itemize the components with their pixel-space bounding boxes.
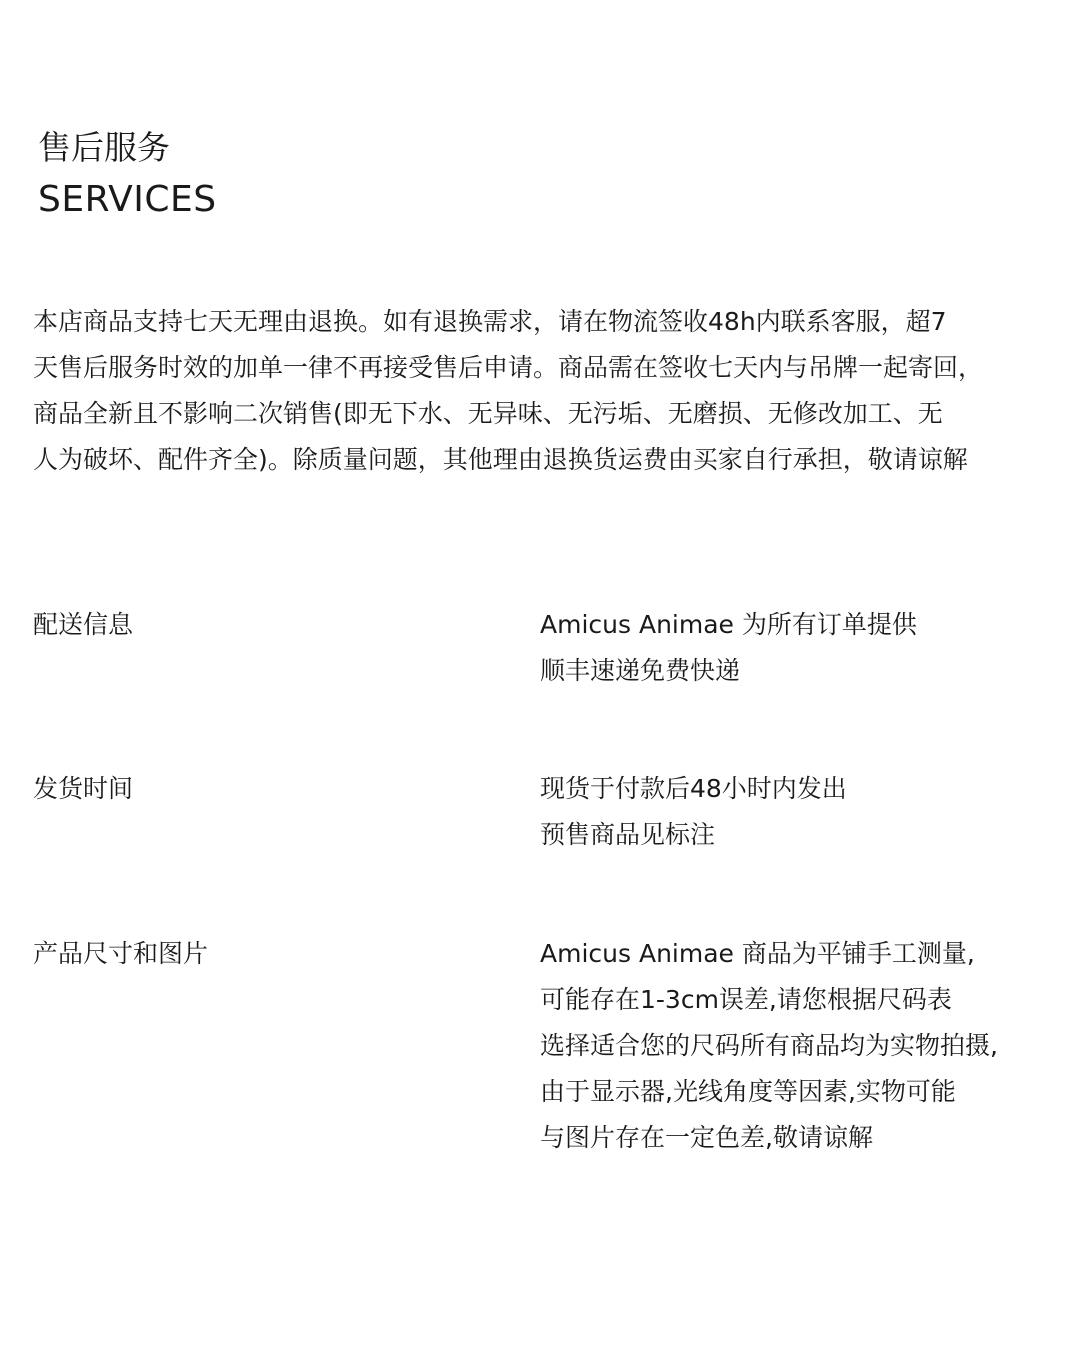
return-policy-text [33,299,1033,483]
info-label-delivery: 配送信息 [33,610,134,639]
info-line: 现货于付款后48小时内发出 [540,774,847,803]
info-value-shipping-time [540,766,847,858]
info-line: 顺丰速递免费快递 [540,656,741,685]
policy-line: 天售后服务时效的加单一律不再接受售后申请。商品需在签收七天内与吊牌一起寄回， [33,353,984,382]
info-line: 由于显示器,光线角度等因素,实物可能 [540,1077,956,1106]
page-header [38,124,217,228]
info-line: Amicus Animae 为所有订单提供 [540,610,917,639]
info-label-size-and-images: 产品尺寸和图片 [33,939,209,968]
info-label-shipping-time: 发货时间 [33,774,134,803]
info-value-delivery [540,602,917,694]
policy-line: 商品全新且不影响二次销售(即无下水、无异味、无污垢、无磨损、无修改加工、无 [33,399,943,428]
page-title: 售后服务 [38,128,170,167]
info-line: 与图片存在一定色差,敬请谅解 [540,1123,873,1152]
page-subtitle: SERVICES [38,179,217,220]
info-value-size-and-images [540,931,998,1161]
info-line: 预售商品见标注 [540,820,716,849]
info-line: 选择适合您的尺码所有商品均为实物拍摄, [540,1031,998,1060]
policy-line: 本店商品支持七天无理由退换。如有退换需求，请在物流签收48h内联系客服，超7 [33,307,947,336]
info-line: Amicus Animae 商品为平铺手工测量, [540,939,975,968]
policy-line: 人为破坏、配件齐全)。除质量问题，其他理由退换货运费由买家自行承担，敬请谅解 [33,445,968,474]
info-line: 可能存在1-3cm误差,请您根据尺码表 [540,985,952,1014]
